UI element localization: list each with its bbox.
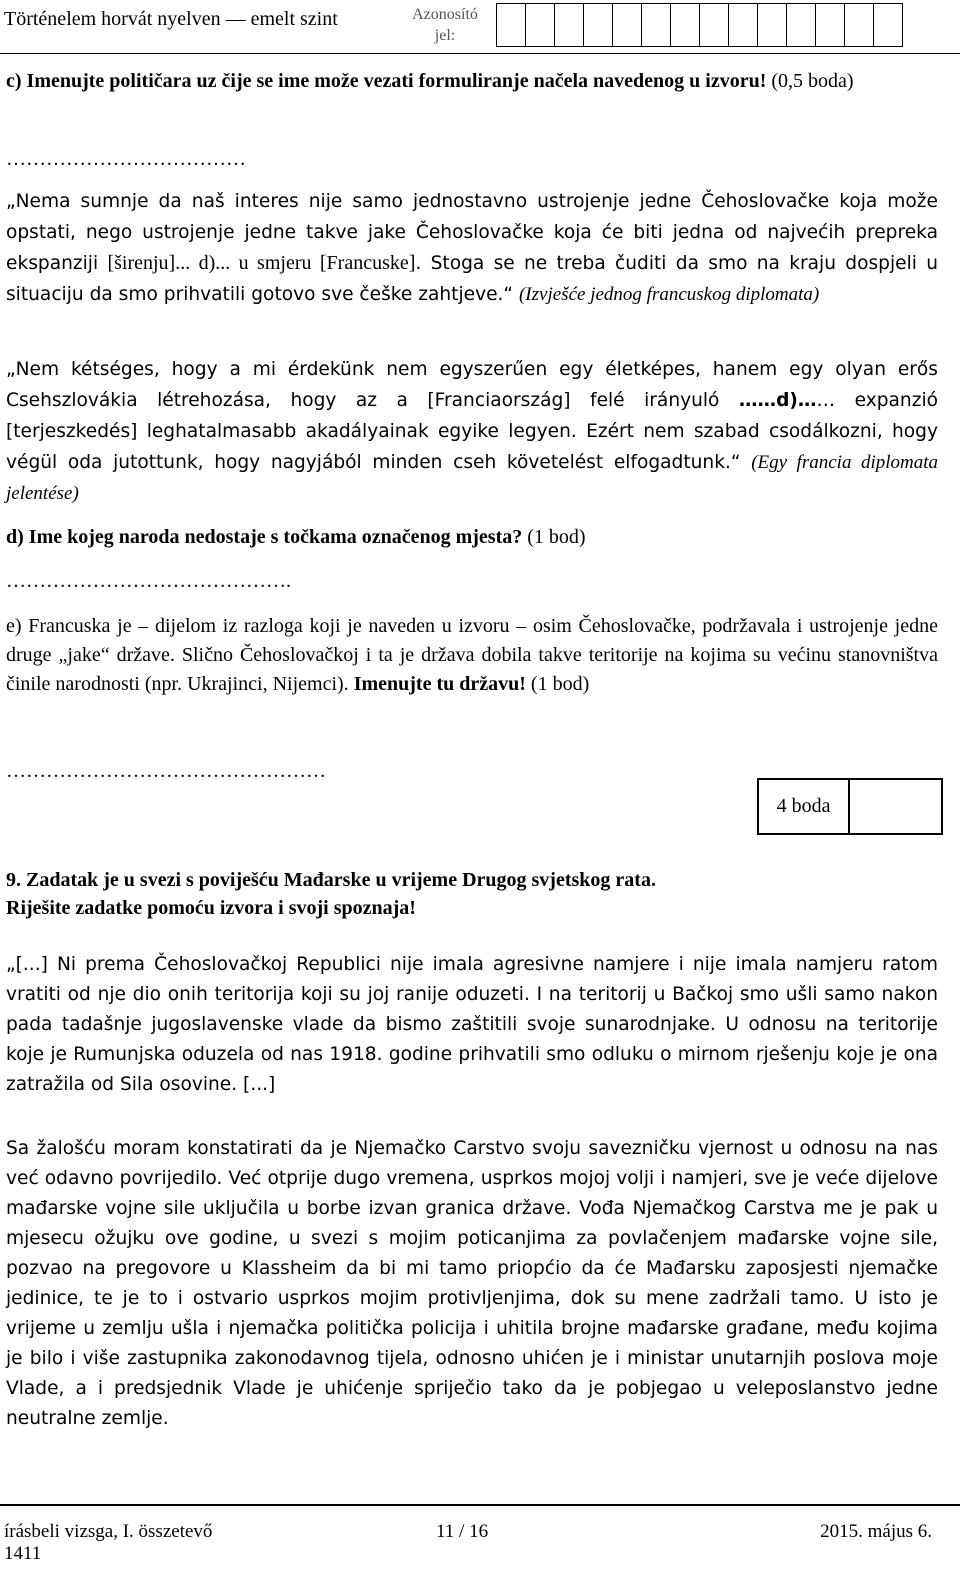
task-c-points: (0,5 boda) bbox=[766, 70, 854, 92]
id-boxes bbox=[497, 3, 903, 47]
task-e-question bbox=[6, 612, 938, 699]
task-d-points: (1 bod) bbox=[522, 526, 586, 548]
task9-source-part2: Sa žalošću moram konstatirati da je Njemačko Carstvo svoju savezničku vjernost u odnosu na nas već odavno povrijedilo. Već otprije dugo vremena, usprkos mojoj volji i namjeri, sve je veće dijelove mađarske vojne sile uključila u borbe izvan granica države. Vođa Njemačkog Carstva me je pak u mjesecu ožujku ove godine, u svezi s mojim poticanjima za povlačenjem mađarske vojne sile, pozvao na pregovore u Klassheim da bi mi tamo priopćio da će Mađarsku zaposjesti njemačke jedinice, te je to i ostvario usprkos mojim protivljenjima, dok su mene zadržali tamo. U isto je vrijeme u zemlju ušla i njemačka politička policija i uhitila brojne mađarske građane, među kojima je bilo i više zastupnika zakonodavnog tijela, odnosno uhićen je i ministar unutarnjih poslova moje Vlade, a i predsjednik Vlade je uhićenje spriječio tako da je pobjegao u veleposlanstvo jedne neutralne zemlje. bbox=[6, 1138, 938, 1429]
id-box[interactable] bbox=[844, 3, 874, 47]
id-box[interactable] bbox=[757, 3, 787, 47]
id-box[interactable] bbox=[815, 3, 845, 47]
id-box[interactable] bbox=[641, 3, 671, 47]
source-hr-part3: . Stoga se ne treba čuditi da smo na kraju dospjeli u situaciju da smo prihvatili gotovo sve češke zahtjeve.“ bbox=[6, 253, 938, 305]
task9-title-line2: Riješite zadatke pomoću izvora i svoji spoznaja! bbox=[6, 897, 416, 919]
header-title: Történelem horvát nyelven — emelt szint bbox=[4, 8, 338, 30]
score-field[interactable] bbox=[850, 778, 943, 835]
source-croatian bbox=[6, 186, 938, 310]
id-box[interactable] bbox=[728, 3, 758, 47]
score-label: 4 boda bbox=[757, 778, 850, 835]
id-label bbox=[410, 4, 480, 46]
header-divider bbox=[0, 53, 960, 54]
footer-exam-name: írásbeli vizsga, I. összetevő bbox=[4, 1521, 213, 1542]
footer-page-number: 11 / 16 bbox=[436, 1521, 489, 1542]
page-header bbox=[0, 0, 960, 52]
score-box bbox=[757, 778, 943, 835]
footer-code: 1411 bbox=[4, 1543, 42, 1564]
task9-source-part1: „[...] Ni prema Čehoslovačkoj Republici nije imala agresivne namjere i nije imala namjeru ratom vratiti od nje dio onih teritorija koji su joj ranije oduzeti. I na teritorij u Bačkoj smo ušli samo nakon pada tadašnje jugoslavenske vlade da bismo zaštitili svoje sunarodnjake. U odnosu na teritorije koje je Rumunjska oduzela od nas 1918. godine prihvatili smo odluku o mirnom rješenju koje je ona zatražila od Sila osovine. [...] bbox=[6, 954, 938, 1095]
id-label-line2: jel: bbox=[434, 27, 456, 44]
task-d-question-text: d) Ime kojeg naroda nedostaje s točkama označenog mjesta? bbox=[6, 526, 523, 548]
id-box[interactable] bbox=[554, 3, 584, 47]
source-hu-part1: „Nem kétséges, hogy a mi érdekünk nem egyszerűen egy életképes, hanem egy olyan erős Csehszlovákia létrehozása, hogy az a [Franciaország] felé irányuló bbox=[6, 359, 938, 411]
source-hr-attribution: (Izvješće jednog francuskog diplomata) bbox=[518, 284, 820, 305]
footer-left bbox=[4, 1521, 212, 1565]
id-box[interactable] bbox=[786, 3, 816, 47]
source-hr-part2: [širenju]... d)... u smjeru [Francuske] bbox=[107, 252, 416, 274]
task-c-answer-line[interactable]: ……………………………… bbox=[6, 148, 246, 170]
id-label-line1: Azonosító bbox=[412, 6, 478, 23]
task-c-question-text: c) Imenujte političara uz čije se ime može vezati formuliranje načela navedenog u izvoru! bbox=[6, 70, 767, 92]
source-hu-attribution: (Egy francia diplomata jelentése) bbox=[6, 452, 938, 504]
id-box[interactable] bbox=[612, 3, 642, 47]
id-box[interactable] bbox=[583, 3, 613, 47]
id-box[interactable] bbox=[873, 3, 903, 47]
task-e-answer-line[interactable]: ………………………………………… bbox=[6, 760, 326, 782]
task-c-question bbox=[6, 66, 938, 96]
id-box[interactable] bbox=[496, 3, 526, 47]
id-box[interactable] bbox=[699, 3, 729, 47]
task-d-answer-line[interactable]: ……………………………………. bbox=[6, 570, 291, 592]
task-e-text: e) Francuska je – dijelom iz razloga koji je naveden u izvoru – osim Čehoslovačke, podržavala i ustrojenje jedne druge „jake“ države. Slično Čehoslovačkoj i ta je država dobila takve teritorije na kojima su većinu stanovništva činile narodnosti (npr. Ukrajinci, Nijemci). bbox=[6, 615, 938, 695]
task-e-question-text: Imenujte tu državu! bbox=[353, 673, 526, 695]
source-hr-part1: „Nema sumnje da naš interes nije samo jednostavno ustrojenje jedne Čehoslovačke koja može opstati, nego ustrojenje jedne takve jake Čehoslovačke koja će biti jedna od najvećih prepreka ekspanziji bbox=[6, 191, 938, 274]
task-e-points: (1 bod) bbox=[525, 673, 590, 695]
footer-divider bbox=[0, 1504, 960, 1506]
footer-date: 2015. május 6. bbox=[820, 1521, 932, 1542]
task9-title bbox=[6, 866, 938, 922]
source-hungarian bbox=[6, 354, 938, 509]
task-d-question bbox=[6, 522, 938, 552]
source-hu-part3: … expanzió [terjeszkedés] leghatalmasabb akadályainak egyike legyen. Ezért nem szabad csodálkozni, hogy végül oda jutottunk, hogy nagyjából minden cseh követelést elfogadtunk.“ bbox=[6, 390, 938, 473]
source-hu-part2: ……d)… bbox=[738, 390, 817, 411]
id-box[interactable] bbox=[670, 3, 700, 47]
id-box[interactable] bbox=[525, 3, 555, 47]
task9-title-line1: 9. Zadatak je u svezi s poviješću Mađarske u vrijeme Drugog svjetskog rata. bbox=[6, 869, 656, 891]
